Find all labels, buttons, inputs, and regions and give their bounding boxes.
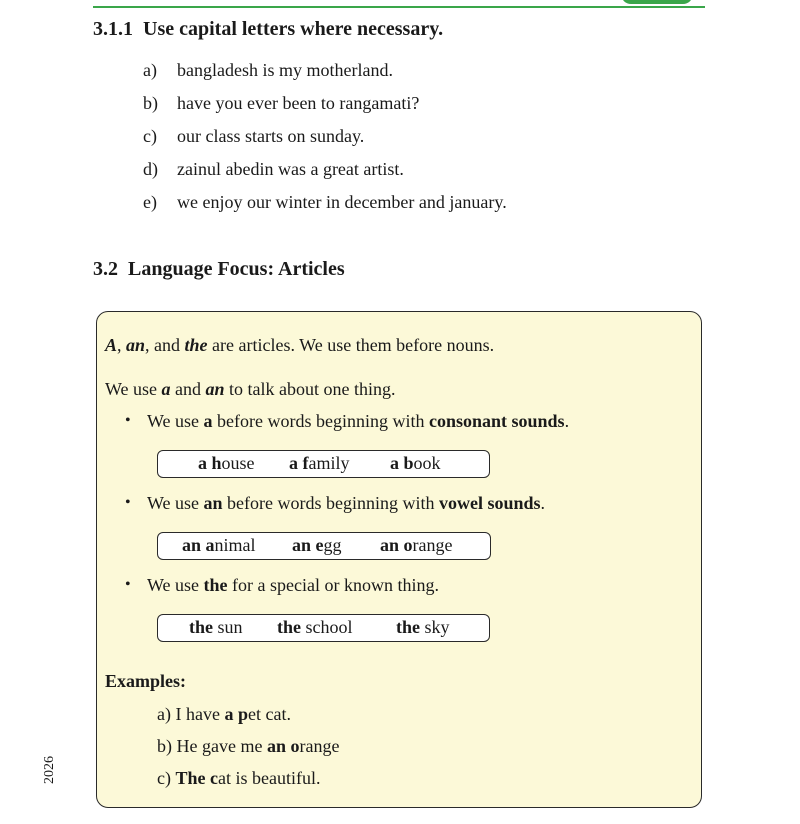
word-rest: amily [308,453,350,473]
article: the [189,617,213,637]
rule-a-line [147,409,569,433]
text: b) He gave me [157,736,263,756]
section-heading-3-2 [93,257,345,281]
article-the: the [184,335,208,355]
item-text: have you ever been to rangamati? [177,93,420,113]
bullet-icon: • [125,412,131,429]
item-text: our class starts on sunday. [177,126,365,146]
first-letter: e [315,535,324,555]
articles-info-box [96,311,702,808]
item-letter: c) [143,126,157,146]
bold-text: The c [175,768,218,788]
pill-word [182,533,256,558]
word-rest: ouse [221,453,255,473]
bullet-icon: • [125,576,131,593]
article: the [396,617,420,637]
pill-word [289,451,350,476]
pill-word [390,451,441,476]
text: and [175,379,202,399]
rule-the-line [147,573,439,597]
item-letter: e) [143,192,157,212]
key-term: vowel sounds [439,493,541,513]
word-rest: ook [413,453,441,473]
article: the [277,617,301,637]
period: . [540,493,546,513]
article-an: an [126,335,146,355]
text: range [299,736,340,756]
pill-word [198,451,255,476]
pill-word [380,533,453,558]
text: We use [147,493,200,513]
pill-word [277,615,353,640]
article-a: a [161,379,171,399]
example-pill-an [157,532,491,560]
exercise-item [143,91,507,124]
key-term: consonant sounds [429,411,565,431]
article: a [390,453,399,473]
text: for a special or known thing. [232,575,439,595]
example-a [157,702,291,726]
article: an [292,535,312,555]
article: an [380,535,400,555]
first-letter: h [211,453,222,473]
conjunction: , and [145,335,181,355]
item-text: we enjoy our winter in december and january. [177,192,507,212]
article: an [182,535,202,555]
comma: , [117,335,122,355]
first-letter: a [205,535,215,555]
text: at is beautiful. [217,768,321,788]
word: school [305,617,353,637]
item-text: zainul abedin was a great artist. [177,159,404,179]
text: to talk about one thing. [229,379,396,399]
text: a) I have [157,704,220,724]
item-letter: d) [143,159,158,179]
item-letter: b) [143,93,158,113]
article-a: A [105,335,118,355]
one-thing-line [105,377,396,401]
word: sky [424,617,450,637]
exercise-item [143,58,507,91]
section-number: 3.1.1 [93,18,133,40]
pill-word [189,615,243,640]
period: . [564,411,570,431]
text: before words beginning with [217,411,425,431]
intro-line [105,333,494,357]
text: before words beginning with [227,493,435,513]
example-pill-a [157,450,490,478]
text: et cat. [247,704,291,724]
example-c [157,766,320,790]
first-letter: o [403,535,413,555]
word-rest: nimal [214,535,256,555]
text: We use [105,379,158,399]
examples-label: Examples: [105,671,186,691]
text: We use [147,575,200,595]
bold-text: an o [266,736,300,756]
exercise-item [143,190,507,223]
pill-word [292,533,342,558]
first-letter: f [302,453,309,473]
article: a [198,453,207,473]
item-letter: a) [143,60,157,80]
word-rest: range [412,535,453,555]
exercise-item [143,157,507,190]
exercise-list [143,58,507,223]
pill-word [396,615,450,640]
article: a [289,453,298,473]
word-rest: gg [323,535,342,555]
text: We use [147,411,200,431]
section-title: Language Focus: Articles [128,258,345,280]
word: sun [217,617,243,637]
top-green-tab [621,0,693,4]
text: c) [157,768,171,788]
side-year: 2026 [42,756,57,784]
first-letter: b [403,453,414,473]
article: an [203,493,223,513]
section-heading-3-1-1 [93,17,443,41]
section-number: 3.2 [93,258,118,280]
section-title: Use capital letters where necessary. [143,18,444,40]
article: the [203,575,228,595]
intro-rest: are articles. We use them before nouns. [212,335,495,355]
item-text: bangladesh is my motherland. [177,60,393,80]
example-pill-the [157,614,490,642]
bold-text: a p [224,704,248,724]
article-an: an [205,379,225,399]
top-green-rule [93,6,705,8]
exercise-item [143,124,507,157]
bullet-icon: • [125,494,131,511]
rule-an-line [147,491,545,515]
example-b [157,734,339,758]
article: a [203,411,213,431]
